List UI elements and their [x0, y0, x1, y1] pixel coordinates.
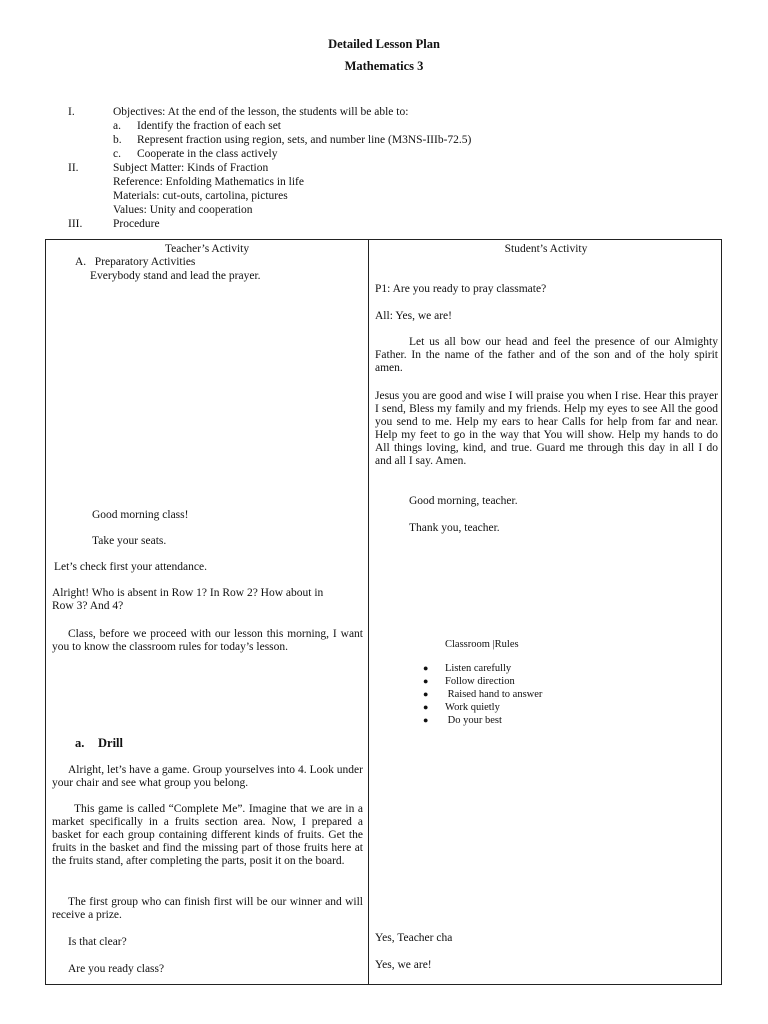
- procedure-number: III.: [68, 218, 83, 230]
- objective-item: Identify the fraction of each set: [137, 120, 282, 132]
- bullet-icon: ●: [423, 663, 429, 673]
- objectives-text: Objectives: At the end of the lesson, the students will be able to:: [113, 106, 409, 118]
- bullet-icon: ●: [423, 676, 429, 686]
- objective-item: Represent fraction using region, sets, and number line (M3NS-IIIb-72.5): [137, 134, 472, 146]
- drill-heading: Drill: [98, 736, 123, 750]
- document-subtitle: Mathematics 3: [344, 59, 424, 73]
- student-all-response: All: Yes, we are!: [375, 310, 452, 322]
- preparatory-activities-heading: A. Preparatory Activities: [75, 256, 196, 268]
- objective-letter: a.: [113, 120, 121, 132]
- teacher-prayer-instruction: Everybody stand and lead the prayer.: [90, 270, 261, 282]
- reference-line: Reference: Enfolding Mathematics in life: [113, 176, 304, 188]
- student-p1-prayer-call: P1: Are you ready to pray classmate?: [375, 283, 547, 295]
- student-yes-teacher: Yes, Teacher cha: [375, 932, 453, 944]
- teacher-greeting: Good morning class!: [92, 509, 189, 521]
- bullet-icon: ●: [423, 702, 429, 712]
- teacher-absent-question: Alright! Who is absent in Row 1? In Row 2? How about in Row 3? And 4?: [52, 587, 324, 612]
- objective-letter: c.: [113, 148, 121, 160]
- column-divider: [368, 240, 369, 984]
- values-line: Values: Unity and cooperation: [113, 204, 253, 216]
- materials-line: Materials: cut-outs, cartolina, pictures: [113, 190, 288, 202]
- student-jesus-prayer: Jesus you are good and wise I will praise you when I rise. Hear this prayer I send, Bless my family and my friends. Help my eyes to see All the good you send to me. Help my ears to hear Calls for help from far and near. Help my feet to go in the way that You will show. Help my hands to do All things loving, kind, and true. Guard me through this day in all I do and all I say. Amen.: [375, 390, 718, 467]
- rule-text: Work quietly: [445, 702, 500, 713]
- rule-text: Do your best: [445, 715, 502, 726]
- objective-item: Cooperate in the class actively: [137, 148, 278, 160]
- activity-table: [45, 239, 722, 985]
- teacher-activity-header: Teacher’s Activity: [164, 243, 250, 255]
- classroom-rules-title: Classroom |Rules: [445, 639, 519, 650]
- rule-text: Follow direction: [445, 676, 515, 687]
- student-bow-prayer: Let us all bow our head and feel the presence of our Almighty Father. In the name of the father and of the son and of the holy spirit amen.: [375, 336, 718, 374]
- subject-matter-number: II.: [68, 162, 79, 174]
- student-yes-we-are: Yes, we are!: [375, 959, 432, 971]
- teacher-is-that-clear: Is that clear?: [68, 936, 127, 948]
- teacher-rules-intro: Class, before we proceed with our lesson this morning, I want you to know the classroom rules for today’s lesson.: [52, 628, 363, 653]
- bullet-icon: ●: [423, 715, 429, 725]
- rule-text: Raised hand to answer: [445, 689, 543, 700]
- objective-letter: b.: [113, 134, 122, 146]
- teacher-are-you-ready: Are you ready class?: [68, 963, 165, 975]
- bullet-icon: ●: [423, 689, 429, 699]
- drill-letter: a.: [75, 736, 85, 750]
- teacher-game-instructions: Alright, let’s have a game. Group yourselves into 4. Look under your chair and see what group you belong.: [52, 764, 363, 789]
- student-greeting: Good morning, teacher.: [409, 495, 518, 507]
- teacher-winner-note: The first group who can finish first will be our winner and will receive a prize.: [52, 896, 363, 921]
- student-activity-header: Student’s Activity: [504, 243, 588, 255]
- teacher-complete-me-instructions: This game is called “Complete Me”. Imagine that we are in a market specifically in a fruits section area. Now, I prepared a basket for each group containing different kinds of fruits. Get the fruits in the basket and find the missing part of those fruits here at the fruits stand, after completing the parts, posit it on the board.: [52, 803, 363, 867]
- subject-matter-line: Subject Matter: Kinds of Fraction: [113, 162, 269, 174]
- document-title: Detailed Lesson Plan: [328, 37, 440, 51]
- rule-text: Listen carefully: [445, 663, 512, 674]
- procedure-label: Procedure: [113, 218, 160, 230]
- teacher-attendance: Let’s check first your attendance.: [54, 561, 207, 573]
- student-thanks: Thank you, teacher.: [409, 522, 500, 534]
- objectives-number: I.: [68, 106, 75, 118]
- teacher-take-seats: Take your seats.: [92, 535, 167, 547]
